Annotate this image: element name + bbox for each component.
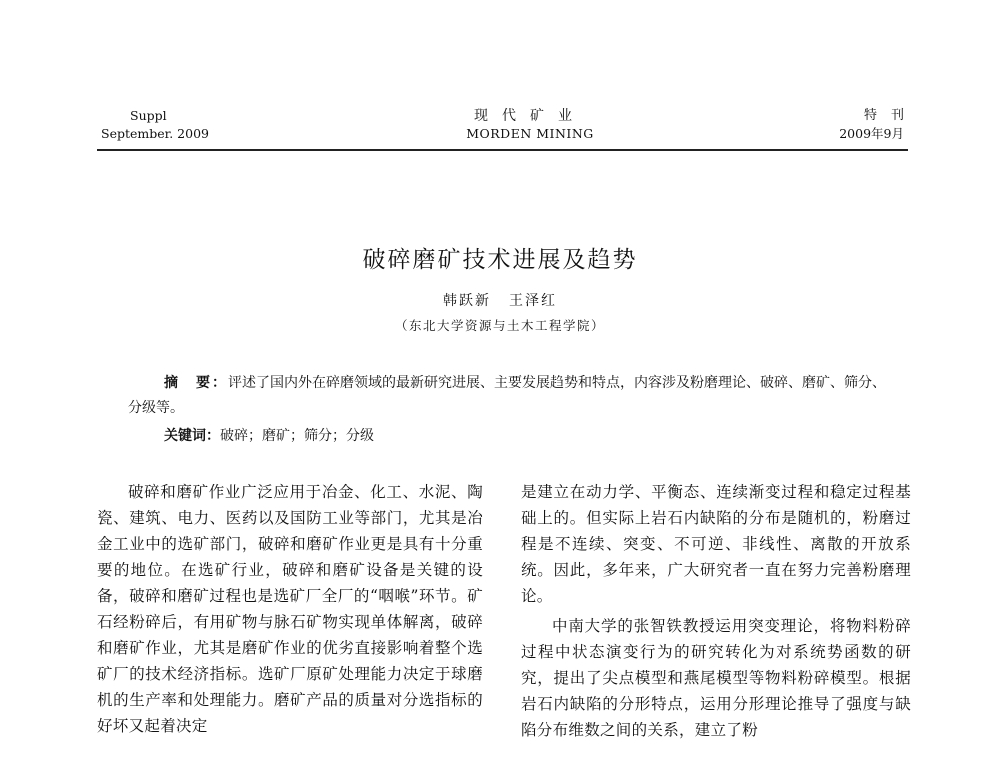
supplement-label: Suppl [130,108,167,123]
journal-name-en: MORDEN MINING [466,126,594,141]
body-paragraph: 中南大学的张智铁教授运用突变理论，将物料粉碎过程中状态演变行为的研究转化为对系统势函数的研究，提出了尖点模型和燕尾模型等物料粉碎模型。根据岩石内缺陷的分形特点，运用分形理论推导了强度与缺陷分布维数之间的关系，建立了粉 [521,617,911,739]
issue-date-cn: 2009年9月 [839,126,904,141]
special-issue-label: 特刊 [863,108,918,123]
author-list [0,290,1000,310]
running-header-journal [430,107,630,143]
abstract-text: 评述了国内外在碎磨领域的最新研究进展、主要发展趋势和特点，内容涉及粉磨理论、破碎、磨矿、筛分、分级等。 [128,375,886,416]
journal-name-cn: 现代矿业 [474,108,586,124]
body-column-left [97,479,483,739]
author-name: 王泽红 [509,293,557,309]
keywords [164,424,890,449]
abstract [128,371,890,421]
header-rule [97,149,908,151]
running-header-right [764,107,918,143]
article-title: 破碎磨矿技术进展及趋势 [362,247,638,274]
body-paragraph: 破碎和磨矿作业广泛应用于冶金、化工、水泥、陶瓷、建筑、电力、医药以及国防工业等部门，尤其是冶金工业中的选矿部门，破碎和磨矿作业更是具有十分重要的地位。在选矿行业，破碎和磨矿设备是关键的设备，破碎和磨矿过程也是选矿厂全厂的“咽喉”环节。矿石经粉碎后，有用矿物与脉石矿物实现单体解离，破碎和磨矿作业，尤其是磨矿作业的优劣直接影响着整个选矿厂的技术经济指标。选矿厂原矿处理能力决定于球磨机的生产率和处理能力。磨矿产品的质量对分选指标的好坏又起着决定 [97,483,483,735]
running-header-left [100,107,210,143]
keywords-label: 关键词： [164,428,220,444]
body-paragraph: 是建立在动力学、平衡态、连续渐变过程和稳定过程基础上的。但实际上岩石内缺陷的分布是随机的，粉磨过程是不连续、突变、不可逆、非线性、离散的开放系统。因此，多年来，广大研究者一直在努力完善粉磨理论。 [521,483,911,605]
keywords-text: 破碎；磨矿；筛分；分级 [220,428,374,444]
body-column-right [521,479,911,743]
abstract-label: 摘 要： [164,375,228,391]
author-affiliation: （东北大学资源与土木工程学院） [394,318,605,333]
issue-date-en: September. 2009 [101,126,209,141]
author-name: 韩跃新 [443,293,491,309]
